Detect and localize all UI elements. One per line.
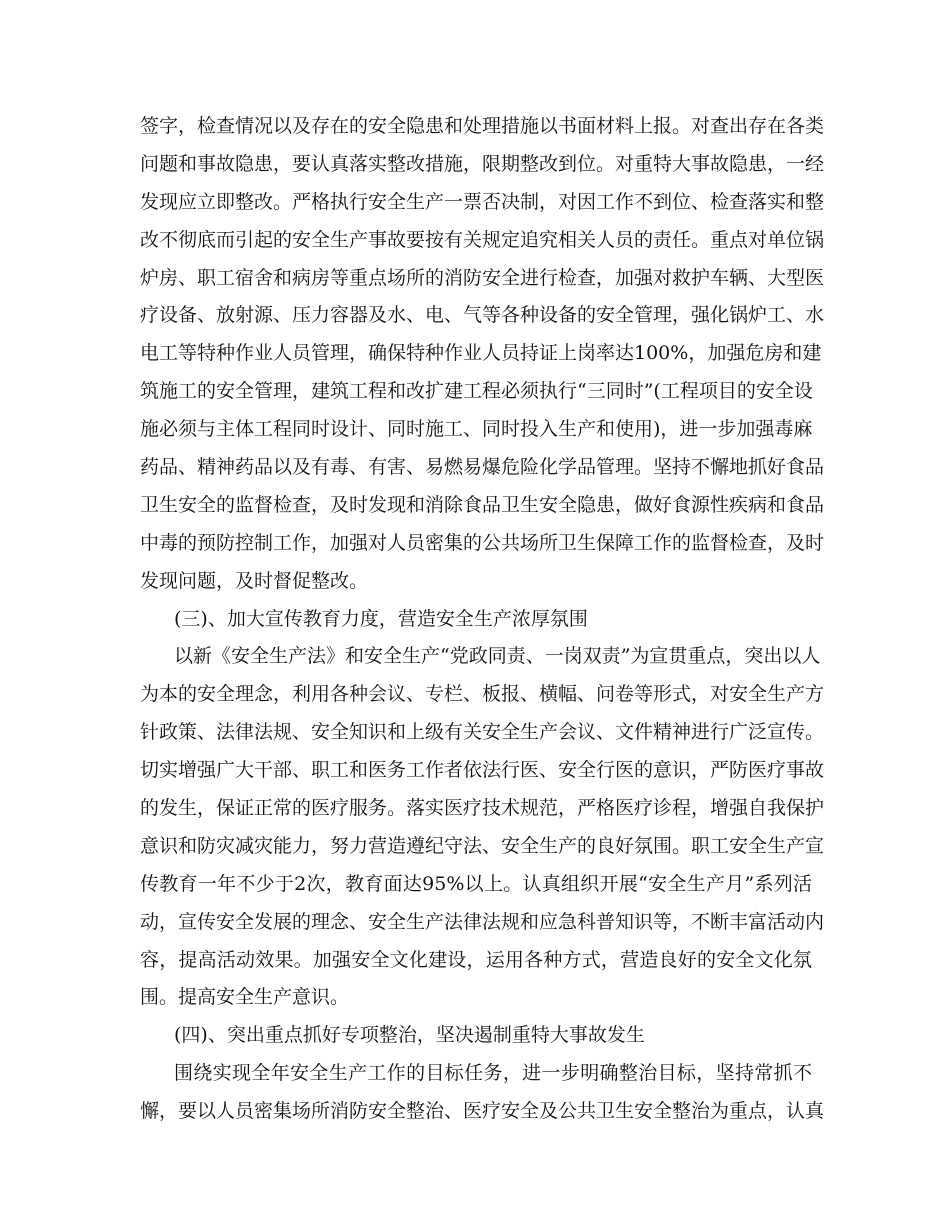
text-line: 卫生安全的监督检查，及时发现和消除食品卫生安全隐患，做好食源性疾病和食品 (140, 493, 825, 516)
text-line: 针政策、法律法规、安全知识和上级有关安全生产会议、文件精神进行广泛宣传。 (140, 721, 825, 744)
text-line: 为本的安全理念，利用各种会议、专栏、板报、横幅、问卷等形式，对安全生产方 (140, 683, 825, 706)
text-line: 以新《安全生产法》和安全生产“党政同责、一岗双责”为宣贯重点，突出以人 (174, 645, 821, 668)
text-line: 传教育一年不少于2次，教育面达95%以上。认真组织开展“安全生产月”系列活 (140, 872, 812, 895)
text-line: 围绕实现全年安全生产工作的目标任务，进一步明确整治目标，坚持常抓不 (174, 1062, 812, 1085)
text-line: 发现应立即整改。严格执行安全生产一票否决制，对因工作不到位、检查落实和整 (140, 190, 825, 213)
text-line: 问题和事故隐患，要认真落实整改措施，限期整改到位。对重特大事故隐患，一经 (140, 152, 825, 175)
text-line: 疗设备、放射源、压力容器及水、电、气等各种设备的安全管理，强化锅炉工、水 (140, 304, 825, 327)
text-line: 围。提高安全生产意识。 (140, 986, 350, 1009)
text-line: 炉房、职工宿舍和病房等重点场所的消防安全进行检查，加强对救护车辆、大型医 (140, 266, 825, 289)
text-line: 施必须与主体工程同时设计、同时施工、同时投入生产和使用)，进一步加强毒麻 (140, 418, 813, 441)
body-text (140, 108, 825, 1131)
text-line: 的发生，保证正常的医疗服务。落实医疗技术规范，严格医疗诊程，增强自我保护 (140, 797, 825, 820)
text-line: 中毒的预防控制工作，加强对人员密集的公共场所卫生保障工作的监督检查，及时 (140, 531, 825, 554)
text-line: 筑施工的安全管理，建筑工程和改扩建工程必须执行“三同时”(工程项目的安全设 (140, 380, 813, 403)
section-heading: (三)、加大宣传教育力度，营造安全生产浓厚氛围 (174, 607, 588, 630)
text-line: 意识和防灾减灾能力，努力营造遵纪守法、安全生产的良好氛围。职工安全生产宣 (140, 834, 825, 857)
section-heading: (四)、突出重点抓好专项整治，坚决遏制重特大事故发生 (174, 1024, 645, 1047)
text-line: 签字，检查情况以及存在的安全隐患和处理措施以书面材料上报。对查出存在各类 (140, 115, 825, 137)
text-line: 发现问题，及时督促整改。 (140, 569, 369, 592)
text-line: 动，宣传安全发展的理念、安全生产法律法规和应急科普知识等，不断丰富活动内 (140, 910, 825, 933)
text-line: 电工等特种作业人员管理，确保特种作业人员持证上岗率达100%，加强危房和建 (140, 342, 822, 365)
text-line: 容，提高活动效果。加强安全文化建设，运用各种方式，营造良好的安全文化氛 (140, 948, 812, 971)
text-line: 切实增强广大干部、职工和医务工作者依法行医、安全行医的意识，严防医疗事故 (140, 759, 825, 782)
text-line: 药品、精神药品以及有毒、有害、易燃易爆危险化学品管理。坚持不懈地抓好食品 (140, 456, 825, 479)
text-line: 懈，要以人员密集场所消防安全整治、医疗安全及公共卫生安全整治为重点，认真 (140, 1100, 825, 1123)
text-line: 改不彻底而引起的安全生产事故要按有关规定追究相关人员的责任。重点对单位锅 (140, 228, 825, 251)
